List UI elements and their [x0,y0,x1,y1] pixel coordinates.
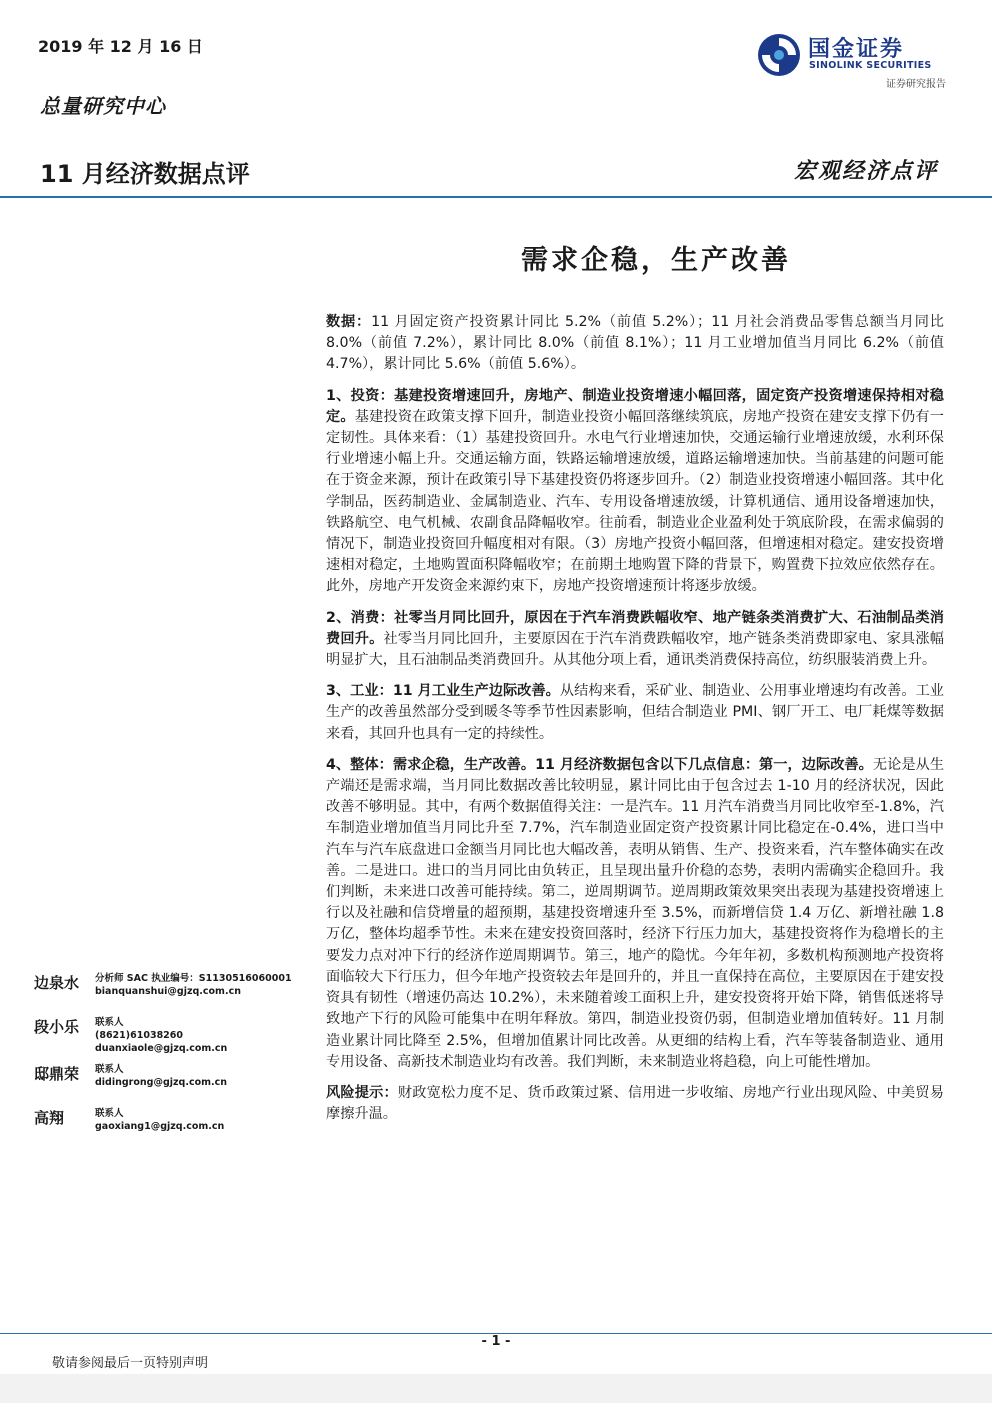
paragraph-data [326,312,944,376]
headline: 需求企稳，生产改善 [521,245,791,276]
paragraph-text: 无论是从生产端还是需求端，当月同比数据改善比较明显，累计同比由于包含过去 1-10 月的经济状况，因此改善不够明显。其中，有两个数据值得关注：一是汽车。11 月汽车消费当月同比收窄至-1.8%，汽车制造业增加值当月同比升至 7.7%，汽车制造业固定资产投资累计同比稳定在-0.4%，进口当中汽车与汽车底盘进口金额当月同比也大幅改善，表明从销售、生产、投资来看，汽车整体确实在改善。二是进口。进口的当月同比由负转正，且呈现出量升价稳的态势，表明内需确实企稳回升。我们判断，未来进口改善可能持续。第二，逆周期调节。逆周期政策效果突出表现为基建投资增速上行以及社融和信贷增量的超预期，基建投资增速升至 3.5%，而新增信贷 1.4 万亿、新增社融 1.8 万亿，整体均超季节性。未来在建安投资回落时，经济下行压力加大，基建投资将作为稳增长的主要发力点对冲下行的经济作逆周期调节。第三，地产的隐忧。今年年初，多数机构预测地产投资将面临较大下行压力，但今年地产投资较去年是回升的，并且一直保持在高位，主要原因在于建安投资具有韧性（增速仍高达 10.2%），未来随着竣工面积上升，建安投资将开始下降，销售低迷将导致地产下行的风险可能集中在明年释放。第四，制造业投资仍弱，但制造业增加值转好。11 月制造业累计同比降至 2.5%，但增加值累计同比改善。从更细的结构上看，汽车等装备制造业、通用专用设备、高新技术制造业均有改善。我们判断，未来制造业将趋稳，向上可能性增加。 [326,756,945,1070]
paragraph-text: 基建投资在政策支撑下回升，制造业投资小幅回落继续筑底，房地产投资在建安支撑下仍有一定韧性。具体来看：（1）基建投资回升。水电气行业增速加快，交通运输行业增速放缓，水利环保行业增速小幅上升。交通运输方面，铁路运输增速放缓，道路运输增速加快。当前基建的问题可能在于资金来源，预计在政策引导下基建投资仍将逐步回升。（2）制造业投资增速小幅回落。其中化学制品，医药制造业、金属制造业、汽车、专用设备增速放缓，计算机通信、通用设备增速加快，铁路航空、电气机械、农副食品降幅收窄。往前看，制造业企业盈利处于筑底阶段，在需求偏弱的情况下，制造业投资回升幅度相对有限。（3）房地产投资小幅回落，但增速相对稳定。建安投资增速相对稳定，土地购置面积降幅收窄；在前期土地购置下降的背景下，购置费下拉效应依然存在。此外，房地产开发资金来源约束下，房地产投资增速预计将逐步放缓。 [326,408,944,595]
analyst-entry [34,1063,314,1099]
logo-chinese-name: 国金证券 [808,37,905,62]
analyst-entry [34,972,314,1008]
analyst-email[interactable]: gaoxiang1@gjzq.com.cn [95,1121,225,1132]
paragraph-consumption [326,608,944,672]
paragraph-investment [326,386,944,598]
paragraph-bold: 需求企稳，生产改善。11 月经济数据包含以下几点信息：第一，边际改善。 [392,756,873,773]
bottom-band [0,1374,992,1403]
analyst-name: 段小乐 [34,1018,80,1036]
header-divider [0,196,992,198]
paragraph-text: 财政宽松力度不足、货币政策过紧、信用进一步收缩、房地产行业出现风险、中美贸易摩擦升温。 [326,1084,944,1123]
analyst-entry [34,1107,314,1143]
analyst-role: 分析师 SAC 执业编号：S1130516060001 [95,973,292,984]
paragraph-text: 从结构来看，采矿业、制造业、公用事业增速均有改善。工业生产的改善虽然部分受到暖冬等季节性因素影响，但结合制造业 PMI、钢厂开工、电厂耗煤等数据来看，其回升也具有一定的持续性。 [326,683,944,742]
page-number: - 1 - [481,1334,511,1349]
analyst-role: 联系人 [95,1017,124,1028]
analyst-email[interactable]: duanxiaole@gjzq.com.cn [95,1043,228,1054]
analyst-name: 边泉水 [34,974,80,992]
analyst-name: 高翔 [34,1109,65,1127]
paragraph-lead: 数据： [326,314,372,330]
paragraph-lead: 1、投资： [326,387,395,404]
paragraph-industry [326,681,944,745]
department-name: 总量研究中心 [40,94,166,118]
analyst-role: 联系人 [95,1064,124,1075]
analyst-email[interactable]: bianquanshui@gjzq.com.cn [95,986,241,997]
logo-english-name: SINOLINK SECURITIES [809,60,932,71]
analyst-name: 邸鼎荣 [34,1065,80,1083]
analyst-list [34,972,314,1151]
paragraph-text: 11 月固定资产投资累计同比 5.2%（前值 5.2%）；11 月社会消费品零售总额当月同比 8.0%（前值 7.2%），累计同比 8.0%（前值 8.1%）；11 月工业增加值当月同比 6.2%（前值 4.7%），累计同比 5.6%（前值 5.6%）。 [326,314,944,373]
paragraph-lead: 3、工业： [326,683,393,700]
analyst-role: 联系人 [95,1108,124,1119]
report-body [326,312,944,1135]
paragraph-risk [326,1083,944,1125]
paragraph-bold: 社零当月同比回升，原因在于汽车消费跌幅收窄、地产链条类消费扩大、石油制品类消费回升。 [326,609,944,647]
disclaimer-note: 敬请参阅最后一页特别声明 [52,1356,209,1371]
analyst-email[interactable]: didingrong@gjzq.com.cn [95,1077,228,1088]
report-date: 2019 年 12 月 16 日 [38,37,203,56]
report-title: 11 月经济数据点评 [40,160,250,188]
paragraph-lead: 4、整体： [326,756,393,773]
analyst-phone: (8621)61038260 [95,1030,184,1041]
paragraph-overall [326,755,944,1073]
paragraph-bold: 基建投资增速回升，房地产、制造业投资增速小幅回落，固定资产投资增速保持相对稳定。 [326,387,944,425]
paragraph-text: 社零当月同比回升，主要原因在于汽车消费跌幅收窄，地产链条类消费即家电、家具涨幅明显扩大，且石油制品类消费回升。从其他分项上看，通讯类消费保持高位，纺织服装消费上升。 [326,630,944,669]
company-logo [756,30,946,88]
paragraph-lead: 风险提示： [326,1084,398,1101]
sinolink-logo-icon [756,32,802,78]
report-type: 宏观经济点评 [793,158,938,184]
analyst-entry [34,1016,314,1055]
paragraph-lead: 2、消费： [326,609,395,626]
paragraph-bold: 11 月工业生产边际改善。 [392,683,560,700]
logo-subtitle: 证券研究报告 [886,79,946,90]
